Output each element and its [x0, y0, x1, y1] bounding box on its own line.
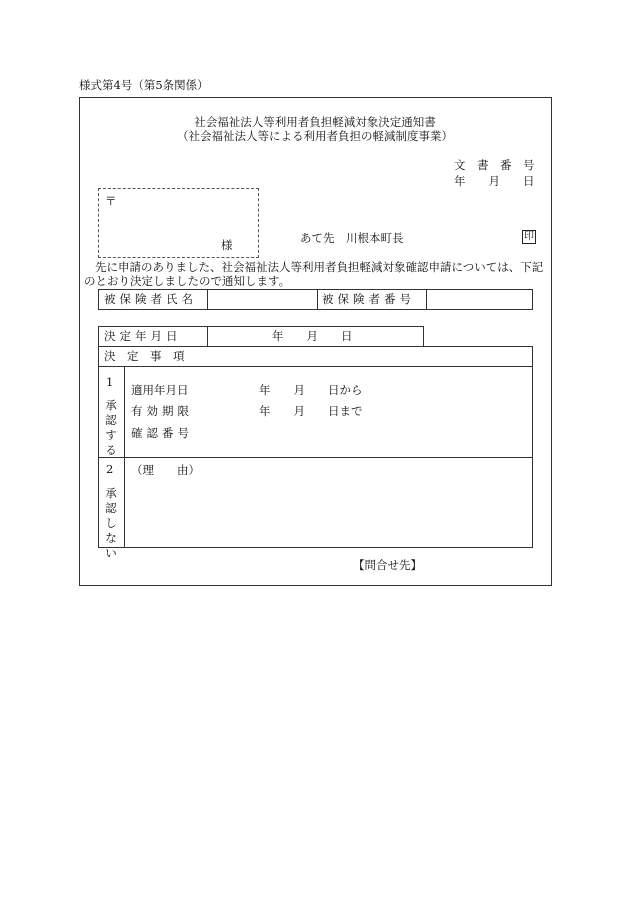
- postal-mark: 〒: [105, 194, 117, 208]
- intro-line-1: 先に申請のありました、社会福祉法人等利用者負担軽減対象確認申請については、下記: [95, 260, 544, 274]
- decision-items-label: 決 定 事 項: [104, 349, 185, 363]
- valid-period-label: 有効期限: [131, 404, 193, 418]
- apply-date-label: 適用年月日: [131, 383, 189, 397]
- intro-line-2: のとおり決定しましたので通知します。: [84, 274, 291, 288]
- reason-label: （理 由）: [131, 463, 200, 477]
- apply-date-value: 年 月 日から: [259, 383, 363, 397]
- approve-vertical-label: 承 認 す る: [105, 398, 117, 457]
- honorific: 様: [221, 238, 233, 252]
- date-label: 年 月 日: [454, 174, 535, 188]
- reject-number: 2: [106, 462, 114, 476]
- contact-label: 【問合せ先】: [353, 558, 422, 572]
- confirmation-number-label: 確認番号: [131, 426, 193, 440]
- document-subtitle: （社会福祉法人等による利用者負担の軽減制度事業）: [177, 129, 453, 143]
- reject-vertical-label: 承 認 し な い: [105, 486, 117, 560]
- valid-period-value: 年 月 日まで: [259, 404, 363, 418]
- insured-number-label: 被保険者番号: [322, 292, 415, 306]
- decision-items-table: [98, 346, 533, 548]
- decision-date-label: 決定年月日: [104, 329, 182, 343]
- sender-line: あて先 川根本町長: [300, 231, 404, 245]
- insured-name-label: 被保険者氏名: [104, 292, 197, 306]
- doc-number-label: 文 書 番 号: [454, 158, 535, 172]
- document-title: 社会福祉法人等利用者負担軽減対象決定通知書: [194, 115, 436, 129]
- decision-date-value: 年 月 日: [272, 329, 353, 343]
- approve-number: 1: [106, 375, 114, 389]
- address-box: [98, 188, 259, 258]
- form-number: 様式第4号（第5条関係）: [79, 78, 209, 92]
- seal-mark: 印: [524, 231, 534, 242]
